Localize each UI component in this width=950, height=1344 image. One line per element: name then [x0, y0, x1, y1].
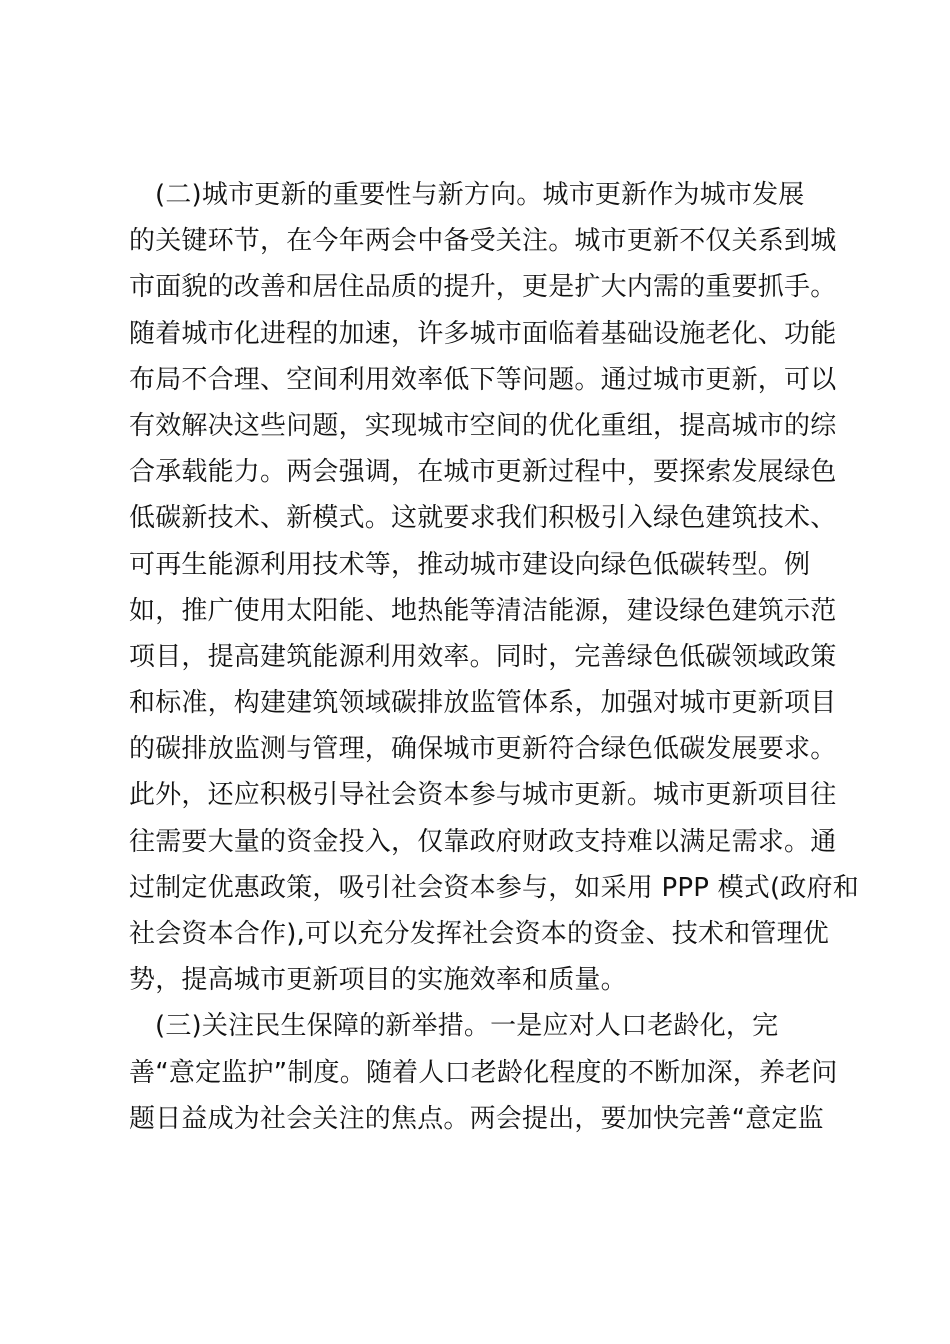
- text-line: 往需要大量的资金投入，仅靠政府财政支持难以满足需求。通: [129, 826, 837, 857]
- text-line: 题日益成为社会关注的焦点。两会提出，要加快完善“意定监: [129, 1103, 824, 1134]
- text-line: 布局不合理、空间利用效率低下等问题。通过城市更新，可以: [129, 364, 837, 395]
- text-line: 随着城市化进程的加速，许多城市面临着基础设施老化、功能: [129, 318, 837, 349]
- text-line: 合承载能力。两会强调，在城市更新过程中，要探索发展绿色: [129, 457, 837, 488]
- paragraph-2-heading-line: (二)城市更新的重要性与新方向。城市更新作为城市发展: [155, 180, 805, 210]
- text-line: 项目，提高建筑能源利用效率。同时，完善绿色低碳领域政策: [129, 641, 837, 672]
- text-line: 善“意定监护”制度。随着人口老龄化程度的不断加深，养老问: [129, 1057, 838, 1088]
- text-line: 市面貌的改善和居住品质的提升，更是扩大内需的重要抓手。: [129, 272, 837, 303]
- text-line: 如，推广使用太阳能、地热能等清洁能源，建设绿色建筑示范: [129, 595, 837, 626]
- text-line: 有效解决这些问题，实现城市空间的优化重组，提高城市的综: [129, 410, 837, 441]
- text-line: 势，提高城市更新项目的实施效率和质量。: [129, 965, 627, 996]
- body-text: [129, 172, 859, 1142]
- paragraph-3-heading-line: (三)关注民生保障的新举措。一是应对人口老龄化，完: [155, 1011, 779, 1042]
- text-line: 低碳新技术、新模式。这就要求我们积极引入绿色建筑技术、: [129, 503, 837, 534]
- text-line: 和标准，构建建筑领域碳排放监管体系，加强对城市更新项目: [129, 688, 837, 719]
- text-line: 的碳排放监测与管理，确保城市更新符合绿色低碳发展要求。: [129, 734, 837, 765]
- text-line: 可再生能源利用技术等，推动城市建设向绿色低碳转型。例: [129, 549, 811, 580]
- text-line: 此外，还应积极引导社会资本参与城市更新。城市更新项目往: [129, 780, 837, 811]
- text-line: 的关键环节，在今年两会中备受关注。城市更新不仅关系到城: [129, 226, 837, 257]
- text-line: 过制定优惠政策，吸引社会资本参与，如采用 PPP 模式(政府和: [129, 872, 859, 903]
- text-line: 社会资本合作),可以充分发挥社会资本的资金、技术和管理优: [129, 919, 830, 949]
